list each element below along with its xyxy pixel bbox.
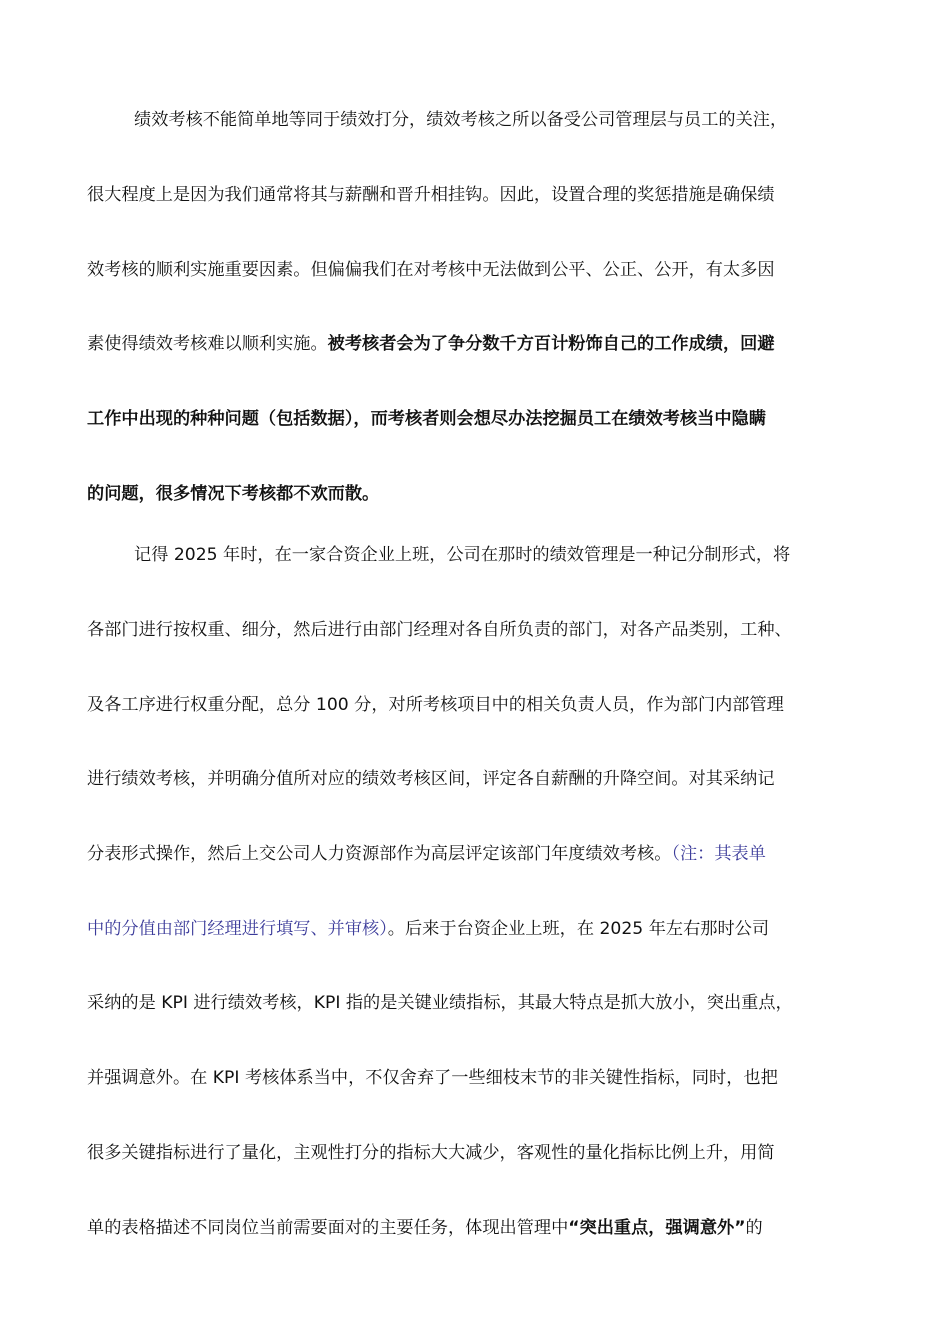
paragraph-2-line-10: 单的表格描述不同岗位当前需要面对的主要任务，体现出管理中“突出重点，强调意外”的 xyxy=(87,1218,763,1238)
paragraph-1-line-6: 的问题，很多情况下考核都不欢而散。 xyxy=(87,484,380,504)
paragraph-1-line-3: 效考核的顺利实施重要因素。但偏偏我们在对考核中无法做到公平、公正、公开，有太多因 xyxy=(87,260,775,280)
paragraph-1-line-1: 绩效考核不能简单地等同于绩效打分，绩效考核之所以备受公司管理层与员工的关注， xyxy=(134,110,788,130)
paragraph-1-line-4: 素使得绩效考核难以顺利实施。被考核者会为了争分数千方百计粉饰自己的工作成绩，回避 xyxy=(87,334,775,354)
note-text: （注：其表单 xyxy=(671,844,766,864)
paragraph-2-line-6: 中的分值由部门经理进行填写、并审核）。后来于台资企业上班，在 2025 年左右那时公司 xyxy=(87,919,770,939)
paragraph-2-line-4: 进行绩效考核，并明确分值所对应的绩效考核区间，评定各自薪酬的升降空间。对其采纳记 xyxy=(87,769,775,789)
paragraph-2-line-2: 各部门进行按权重、细分，然后进行由部门经理对各自所负责的部门，对各产品类别，工种、 xyxy=(87,620,792,640)
paragraph-1-line-5: 工作中出现的种种问题（包括数据），而考核者则会想尽办法挖掘员工在绩效考核当中隐瞒 xyxy=(87,409,766,429)
bold-text: “突出重点，强调意外” xyxy=(568,1218,746,1238)
bold-text: 被考核者会为了争分数千方百计粉饰自己的工作成绩，回避 xyxy=(327,334,775,354)
paragraph-2-line-9: 很多关键指标进行了量化，主观性打分的指标大大减少，客观性的量化指标比例上升，用简 xyxy=(87,1143,775,1163)
paragraph-2-line-8: 并强调意外。在 KPI 考核体系当中，不仅舍弃了一些细枝末节的非关键性指标，同时，也把 xyxy=(87,1068,778,1088)
note-text: 中的分值由部门经理进行填写、并审核） xyxy=(87,919,388,939)
paragraph-2-line-3: 及各工序进行权重分配，总分 100 分，对所考核项目中的相关负责人员，作为部门内部管理 xyxy=(87,695,784,715)
paragraph-1-line-2: 很大程度上是因为我们通常将其与薪酬和晋升相挂钩。因此，设置合理的奖惩措施是确保绩 xyxy=(87,185,775,205)
paragraph-2-line-1: 记得 2025 年时，在一家合资企业上班，公司在那时的绩效管理是一种记分制形式，将 xyxy=(134,545,791,565)
paragraph-2-line-7: 采纳的是 KPI 进行绩效考核，KPI 指的是关键业绩指标，其最大特点是抓大放小，突出重点， xyxy=(87,993,793,1013)
paragraph-2-line-5: 分表形式操作，然后上交公司人力资源部作为高层评定该部门年度绩效考核。（注：其表单 xyxy=(87,844,766,864)
